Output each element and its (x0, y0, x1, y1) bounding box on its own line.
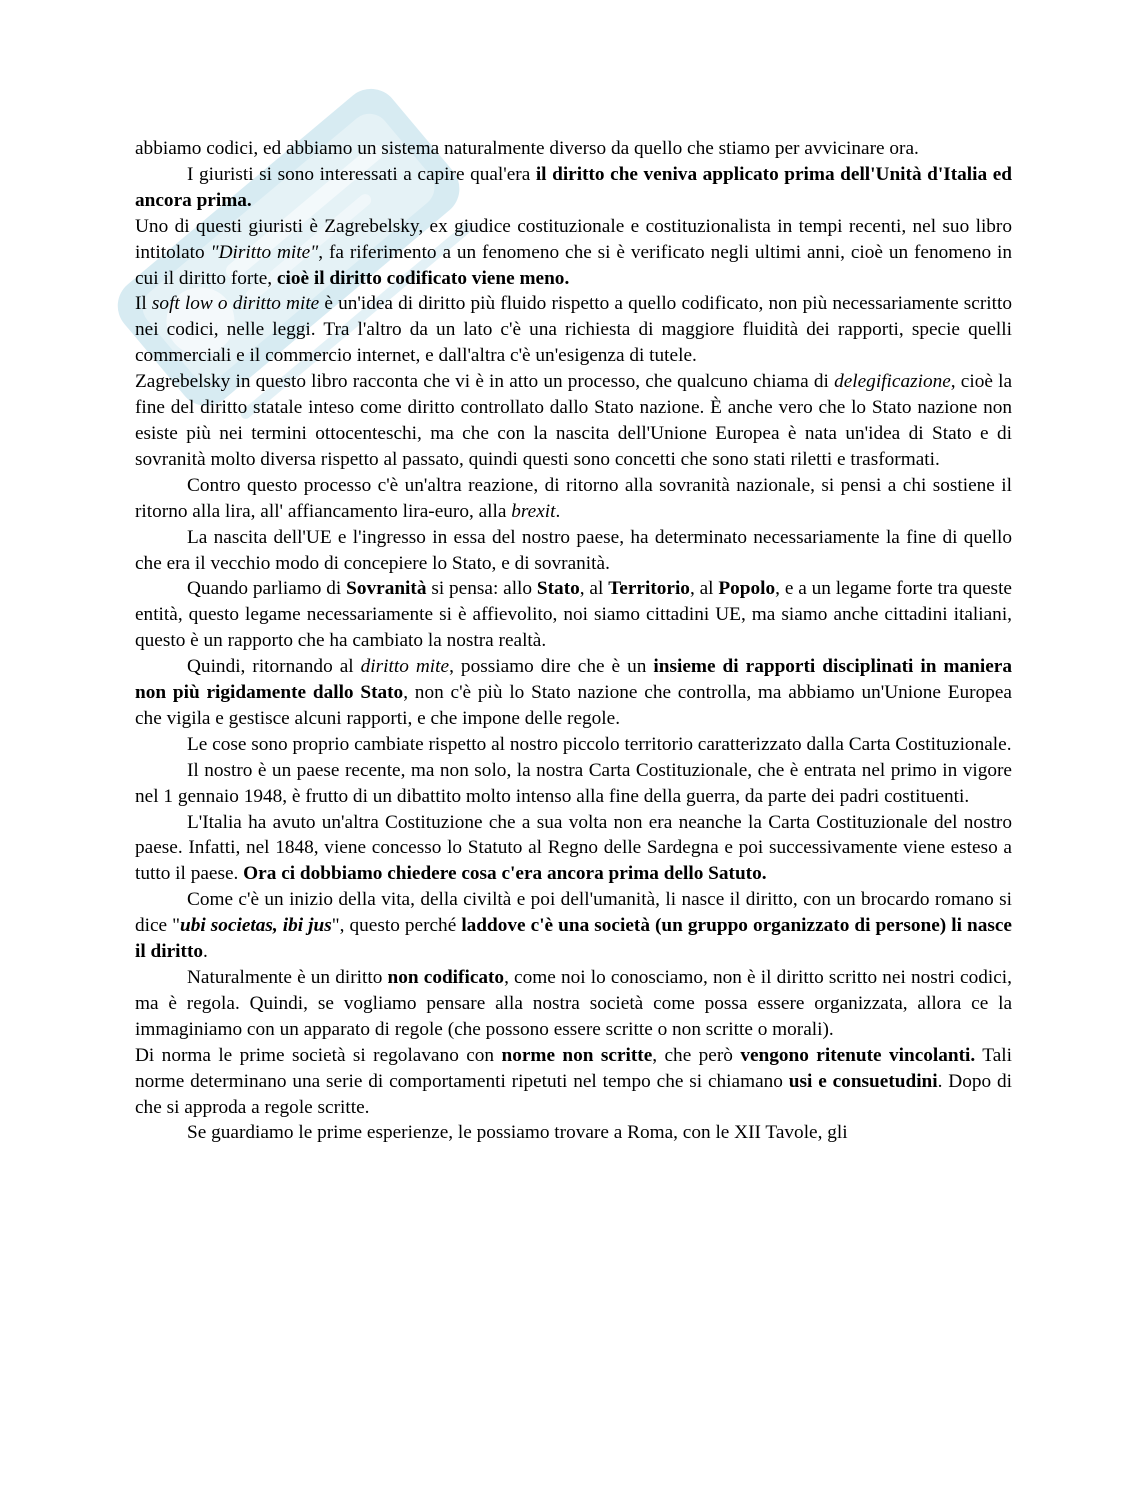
text-run: , al (689, 578, 719, 600)
paragraph (135, 887, 1012, 965)
paragraph (135, 732, 1012, 758)
text-run: si pensa: allo (426, 578, 537, 600)
text-run: Naturalmente è un diritto (187, 967, 388, 988)
paragraph (135, 473, 1012, 525)
text-run: ", questo perché (331, 915, 462, 937)
text-run: Quindi, ritornando al (187, 656, 361, 678)
paragraph (135, 810, 1012, 888)
emphasis-text: il diritto che veniva applicato prima dell'Unità d'Italia ed ancora prima. (135, 163, 1012, 211)
text-run: , come noi lo conosciamo, non è il diritto scritto nei nostri codici, ma è regola. Quindi, se vogliamo pensare alla nostra società come possa essere organizzata, allora ce la immaginiamo con un apparato di regole (che possono essere scritte o non scritte o morali). (135, 967, 1012, 1040)
text-run: Le cose sono proprio cambiate rispetto al nostro piccolo territorio caratterizzato dalla Carta Costituzionale. (187, 733, 1012, 755)
paragraph (135, 214, 1012, 292)
paragraph (135, 1043, 1012, 1121)
text-run: Tali norme determinano una serie di comportamenti ripetuti nel tempo che si chiamano (135, 1044, 1012, 1092)
text-run: , possiamo dire che è un (449, 656, 654, 678)
text-run: Contro questo processo c'è un'altra reazione, di ritorno alla sovranità nazionale, si pensi a chi sostiene il ritorno alla lira, all' affiancamento lira-euro, alla (135, 474, 1012, 522)
paragraph (135, 369, 1012, 473)
emphasis-text: Ora ci dobbiamo chiedere cosa c'era ancora prima dello Satuto. (243, 863, 767, 885)
text-run: I giuristi si sono interessati a capire qual'era (187, 163, 536, 185)
text-run: è un'idea di diritto più fluido rispetto a quello codificato, non più necessariamente scritto nei codici, nelle leggi. Tra l'altro da un lato c'è una richiesta di maggiore fluidità dei rapporti, specie quelli commerciali e il commercio internet, e dall'altra c'è un'esigenza di tutele. (135, 293, 1013, 367)
text-run: , fa riferimento a un fenomeno che si è verificato negli ultimi anni, cioè un fenomeno in cui il diritto forte, (135, 241, 1012, 289)
emphasis-text: usi e consuetudini (788, 1070, 938, 1092)
emphasis-text: vengono ritenute vincolanti. (740, 1044, 976, 1066)
paragraph (135, 1120, 1012, 1146)
emphasis-text: "Diritto mite" (210, 241, 319, 263)
text-run: . Dopo di che si approda a regole scritte. (135, 1070, 1013, 1118)
text-run: Quando parliamo di (187, 578, 347, 600)
text-run: . (203, 941, 208, 963)
emphasis-text: soft low o diritto mite (151, 293, 320, 315)
paragraph (135, 576, 1012, 654)
emphasis-text: ubi societas, ibi jus (180, 915, 332, 937)
emphasis-text: Stato (536, 578, 580, 600)
text-run: Il nostro è un paese recente, ma non solo, la nostra Carta Costituzionale, che è entrata nel primo in vigore nel 1 gennaio 1948, è frutto di un dibattito molto intenso alla fine della guerra, da parte dei padri costituenti. (135, 759, 1012, 807)
text-run: , al (579, 578, 609, 600)
paragraph (135, 136, 1012, 162)
text-run: Se guardiamo le prime esperienze, le possiamo trovare a Roma, con le XII Tavole, gli (187, 1122, 848, 1144)
text-run: Come c'è un inizio della vita, della civiltà e poi dell'umanità, li nasce il diritto, con un brocardo romano si dice " (135, 889, 1012, 937)
emphasis-text: non codificato (387, 967, 505, 988)
emphasis-text: laddove c'è una società (un gruppo organizzato di persone) li nasce il diritto (135, 915, 1012, 963)
text-run: Uno di questi giuristi è Zagrebelsky, ex giudice costituzionale e costituzionalista in tempi recenti, nel suo libro intitolato (135, 215, 1012, 263)
text-run: Il (135, 293, 152, 315)
emphasis-text: delegificazione (834, 371, 951, 393)
emphasis-text: cioè il diritto codificato viene meno. (276, 267, 570, 289)
text-run: L'Italia ha avuto un'altra Costituzione che a sua volta non era neanche la Carta Costituzionale del nostro paese. Infatti, nel 1848, viene concesso lo Statuto al Regno delle Sardegna e poi successivamente viene esteso a tutto il paese. (135, 811, 1012, 885)
emphasis-text: Sovranità (346, 578, 427, 600)
text-run: . (555, 500, 561, 522)
paragraph (135, 758, 1012, 810)
text-run: Di norma le prime società si regolavano con (135, 1044, 502, 1066)
document-body (135, 136, 1012, 1146)
text-run: La nascita dell'UE e l'ingresso in essa del nostro paese, ha determinato necessariamente la fine di quello che era il vecchio modo di concepiere lo Stato, e di sovranità. (135, 526, 1012, 574)
paragraph (135, 162, 1012, 214)
emphasis-text: diritto mite (360, 656, 450, 678)
paragraph (135, 291, 1012, 369)
paragraph (135, 525, 1012, 577)
paragraph (135, 654, 1012, 732)
text-run: , non c'è più lo Stato nazione che controlla, ma abbiamo un'Unione Europea che vigila e gestisce alcuni rapporti, e che impone delle regole. (135, 682, 1012, 729)
text-run: , che però (652, 1044, 741, 1066)
paragraph (135, 965, 1012, 1043)
emphasis-text: Popolo (718, 578, 776, 600)
text-run: , cioè la fine del diritto statale inteso come diritto controllato dallo Stato nazione. È anche vero che lo Stato nazione non esiste più nei termini ottocenteschi, ma che con la nascita dell'Unione Europea è nata un'idea di Stato e di sovranità molto diversa rispetto al passato, quindi questi sono concetti che sono stati riletti e trasformati. (135, 371, 1012, 470)
emphasis-text: insieme di rapporti disciplinati in maniera non più rigidamente dallo Stato (135, 656, 1013, 704)
emphasis-text: Territorio (608, 578, 690, 600)
text-run: abbiamo codici, ed abbiamo un sistema naturalmente diverso da quello che stiamo per avvicinare ora. (135, 138, 919, 159)
emphasis-text: brexit (511, 500, 556, 522)
text-run: Zagrebelsky in questo libro racconta che vi è in atto un processo, che qualcuno chiama di (135, 371, 835, 393)
emphasis-text: norme non scritte (501, 1044, 653, 1066)
text-run: , e a un legame forte tra queste entità, questo legame necessariamente si è affievolito, noi siamo cittadini UE, ma siamo anche cittadini italiani, questo è un rapporto che ha cambiato la nostra realtà. (135, 578, 1012, 652)
